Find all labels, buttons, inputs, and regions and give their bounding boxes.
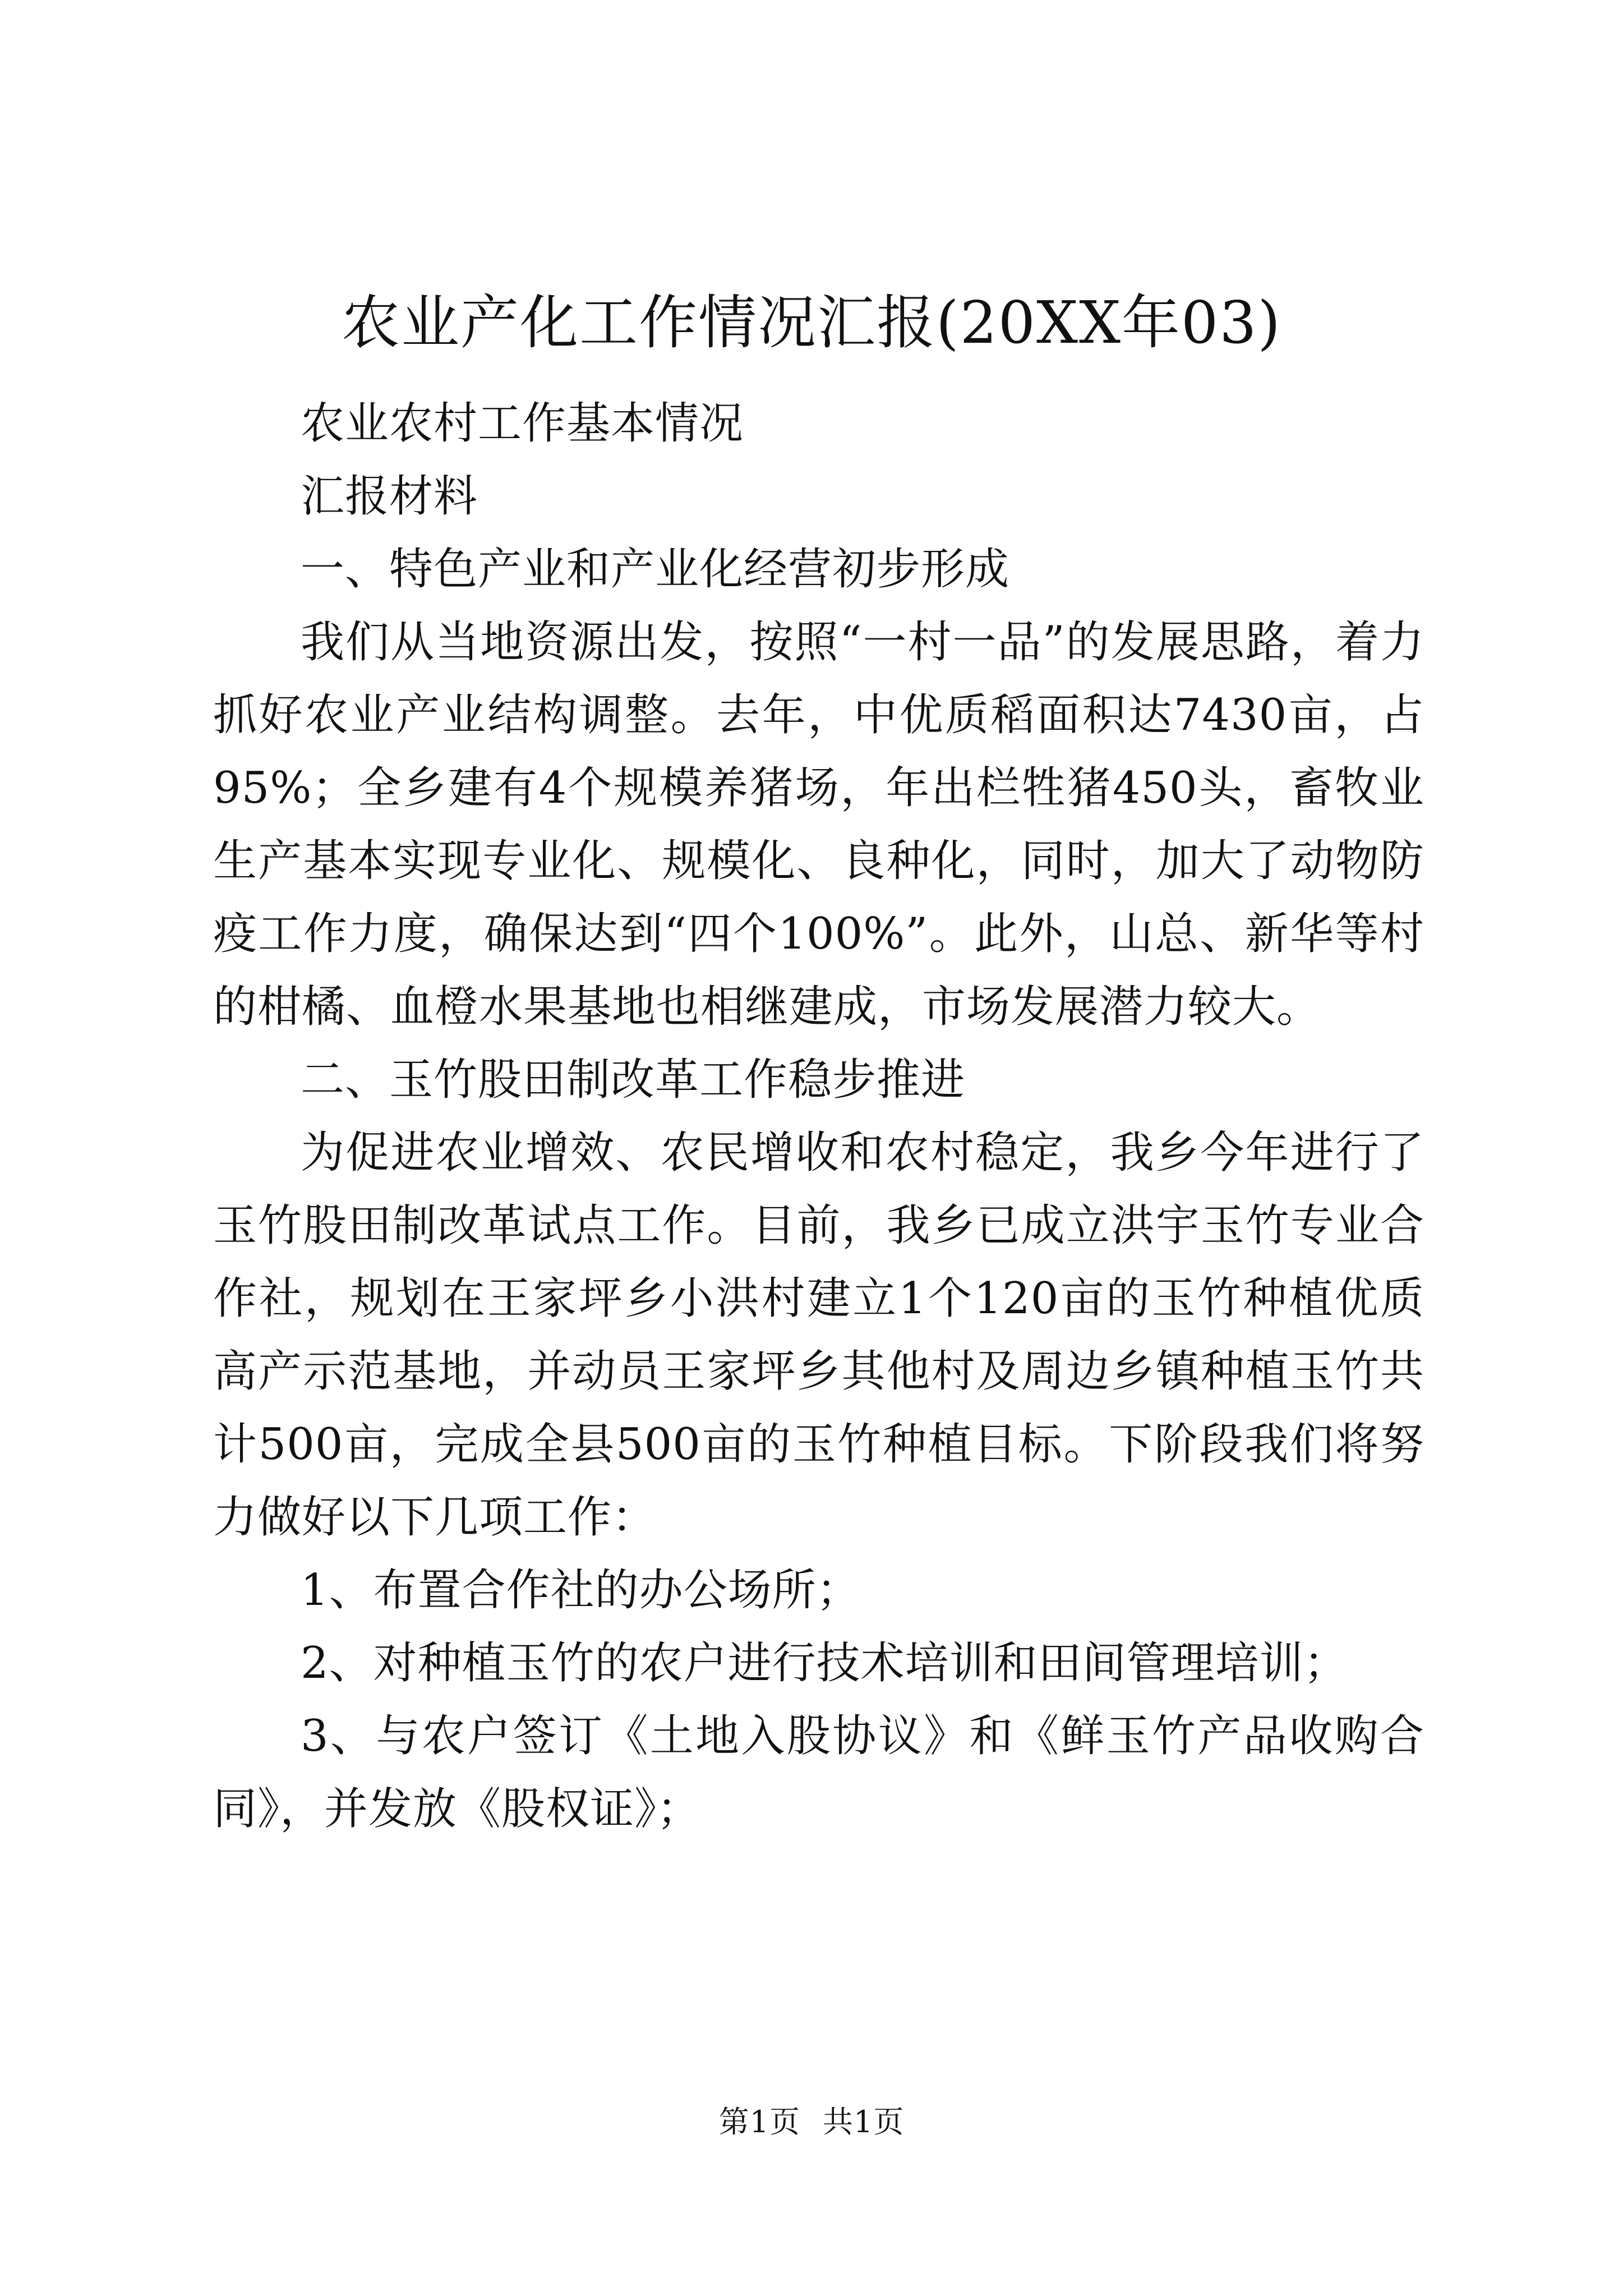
page-total: 共1页 — [823, 2104, 905, 2139]
section-heading-2: 二、玉竹股田制改革工作稳步推进 — [301, 1055, 966, 1105]
paragraph-section-1: 我们从当地资源出发，按照“一村一品”的发展思路，着力抓好农业产业结构调整。去年，中优质稻面积达7430亩，占95%；全乡建有4个规模养猪场，年出栏牲猪450头，畜牧业生产基本实现专业化、规模化、良种化，同时，加大了动物防疫工作力度，确保达到“四个100%”。此外，山总、新华等村的柑橘、血橙水果基地也相继建成，市场发展潜力较大。 — [213, 617, 1424, 1032]
list-item-1: 1、布置合作社的办公场所； — [301, 1565, 861, 1616]
page-number: 第1页 — [718, 2104, 800, 2139]
paragraph-report-material: 汇报材料 — [301, 471, 478, 522]
section-heading-1: 一、特色产业和产业化经营初步形成 — [301, 544, 1010, 595]
paragraph-section-2: 为促进农业增效、农民增收和农村稳定，我乡今年进行了玉竹股田制改革试点工作。目前，我乡已成立洪宇玉竹专业合作社，规划在王家坪乡小洪村建立1个120亩的玉竹种植优质高产示范基地，并动员王家坪乡其他村及周边乡镇种植玉竹共计500亩，完成全县500亩的玉竹种植目标。下阶段我们将努力做好以下几项工作： — [213, 1128, 1424, 1543]
document-body — [213, 387, 1424, 1846]
list-item-2: 2、对种植玉竹的农户进行技术培训和田间管理培训； — [301, 1638, 1348, 1688]
list-item-3: 3、与农户签订《土地入股协议》和《鲜玉竹产品收购合同》，并发放《股权证》； — [213, 1711, 1424, 1834]
page-footer — [0, 2102, 1623, 2142]
document-title: 农业产化工作情况汇报(20XX年03) — [342, 288, 1281, 357]
paragraph-subtitle: 农业农村工作基本情况 — [301, 398, 744, 449]
